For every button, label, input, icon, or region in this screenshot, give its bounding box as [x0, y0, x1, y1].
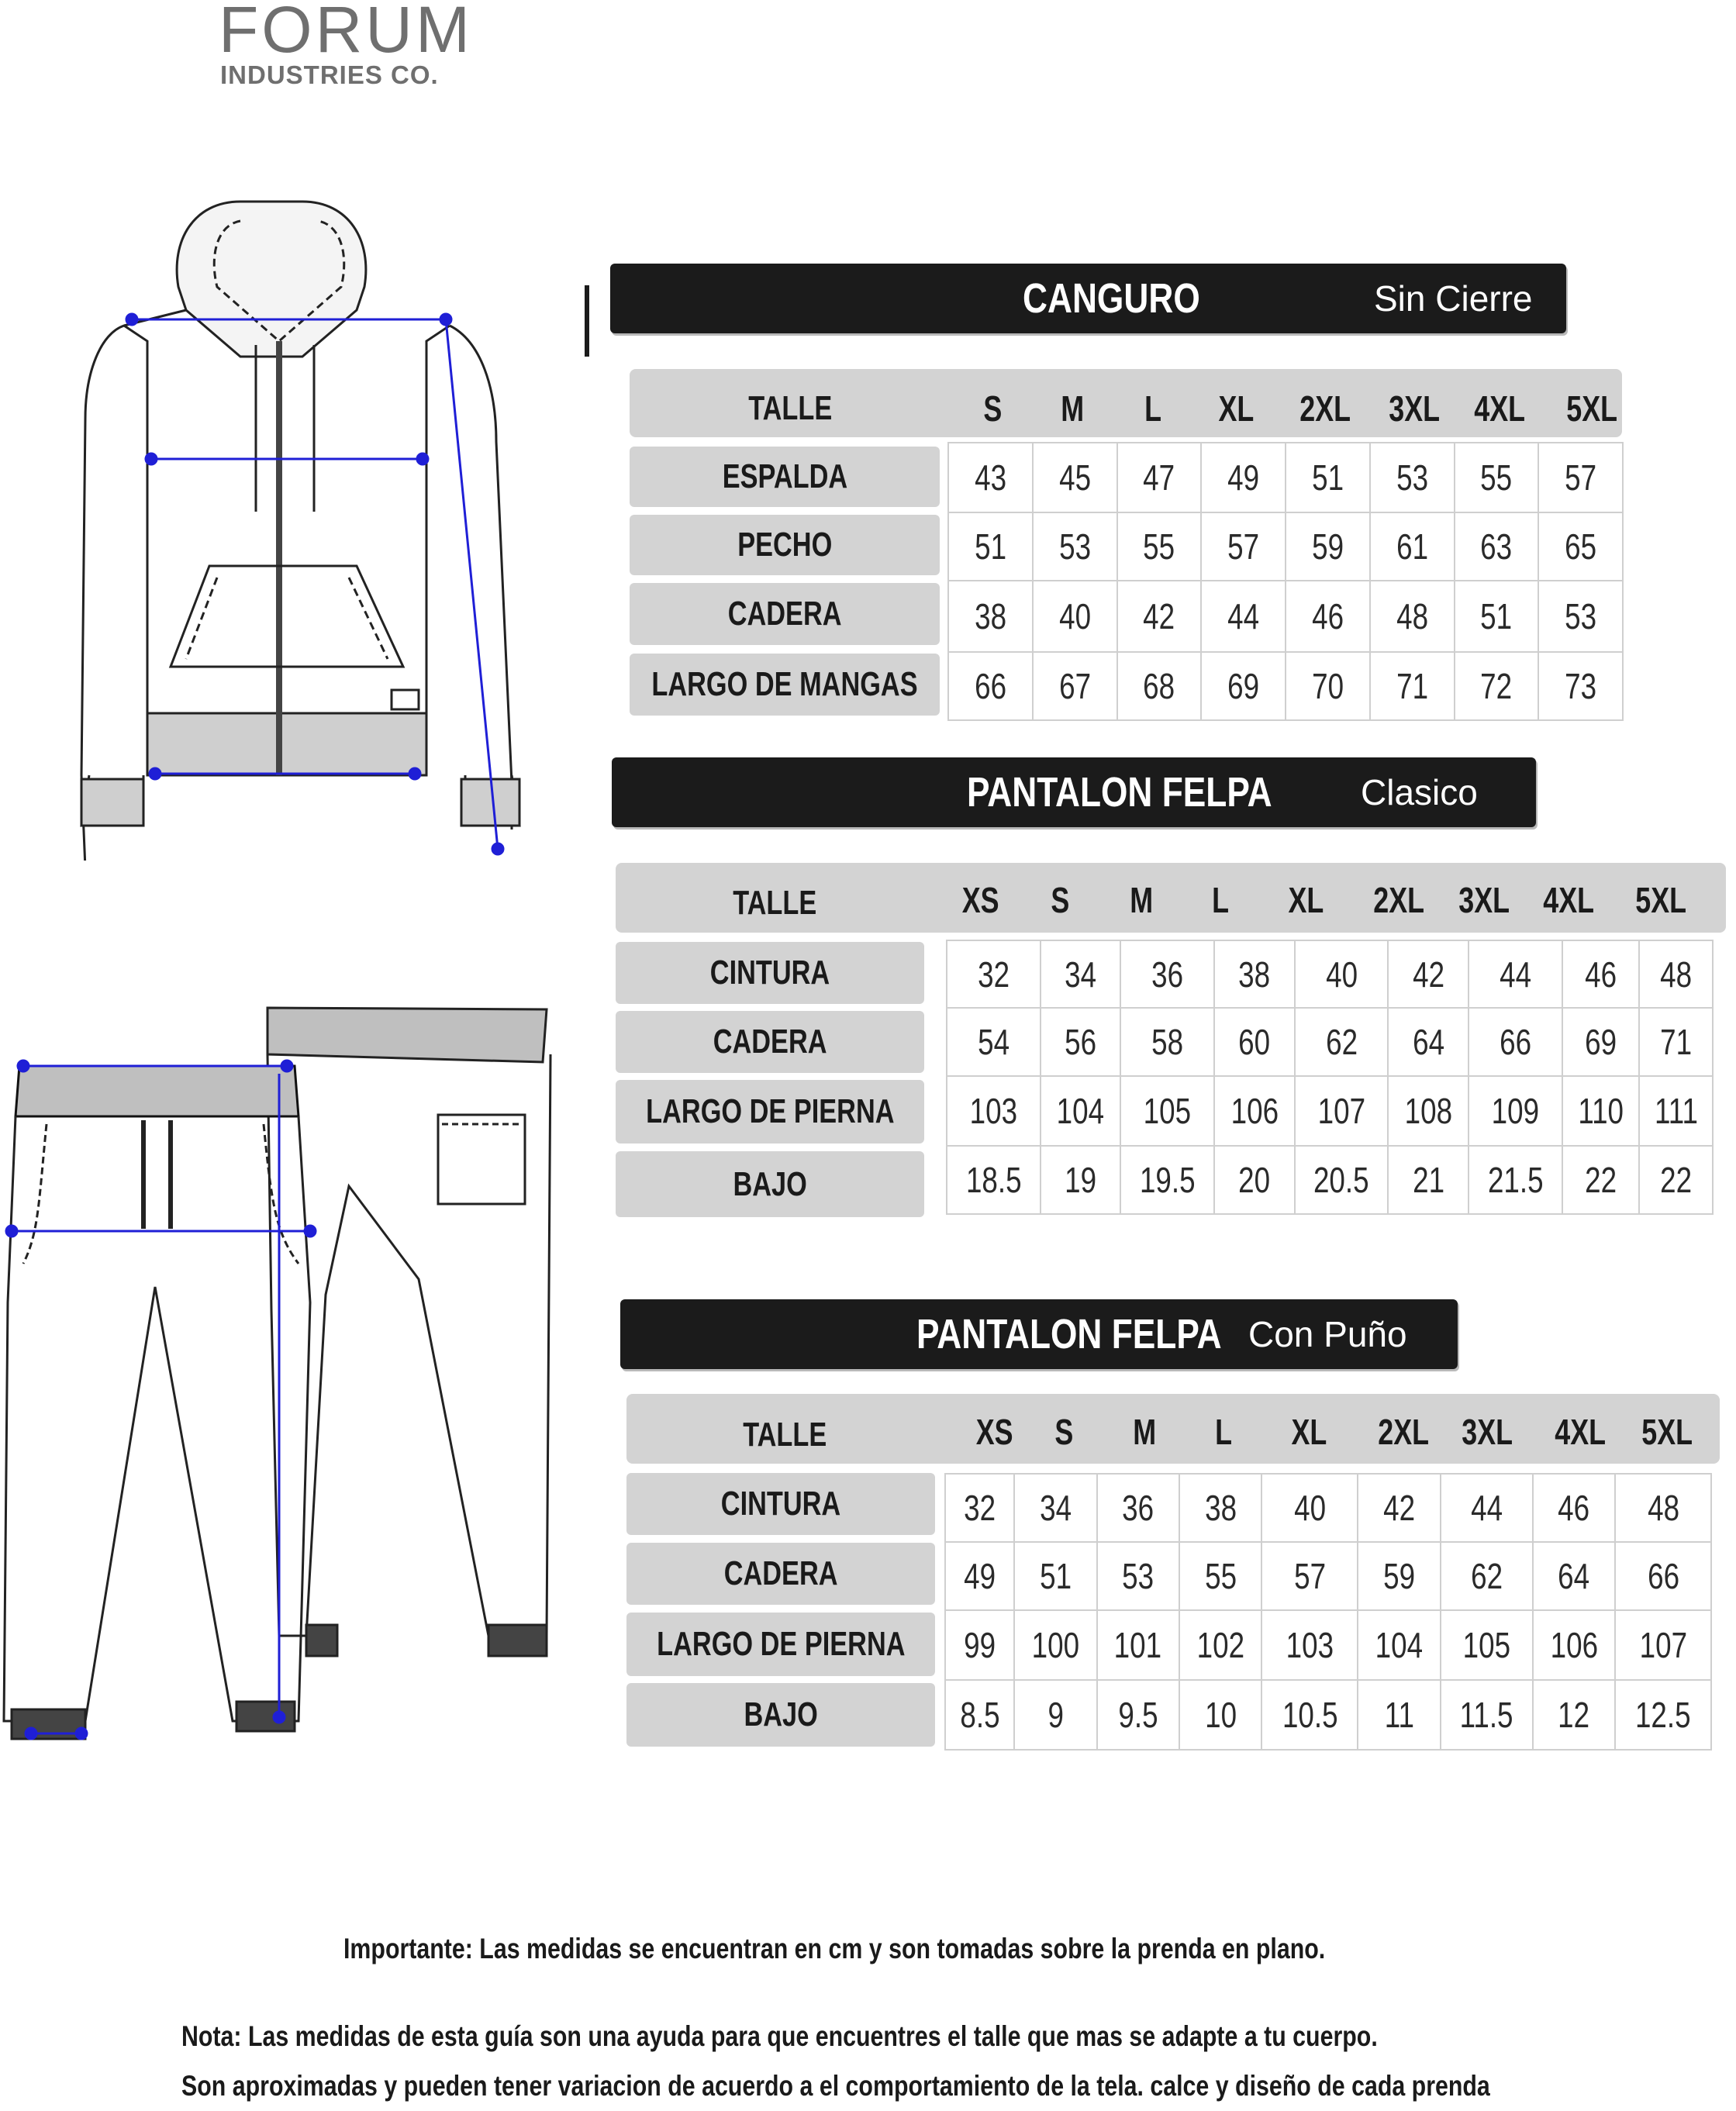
- table-cell: 43: [948, 443, 1033, 512]
- table-cell: 40: [1033, 581, 1117, 652]
- pantalon-puno-subtitle: Con Puño: [1248, 1314, 1407, 1354]
- brand-logo-subtitle: INDUSTRIES CO.: [220, 60, 439, 89]
- table-cell: 51: [1014, 1542, 1096, 1610]
- table-cell: 20: [1214, 1146, 1295, 1214]
- table-row: [948, 652, 1623, 720]
- pantalon-clasico-title: PANTALON FELPA: [967, 769, 1272, 816]
- pantalon-puno-size-3: L: [1215, 1412, 1232, 1452]
- table-cell: 11.5: [1441, 1680, 1533, 1750]
- table-cell: 66: [1615, 1542, 1711, 1610]
- table-cell: 19: [1041, 1146, 1121, 1214]
- table-cell: 49: [1201, 443, 1286, 512]
- table-cell: 105: [1120, 1076, 1214, 1146]
- table-cell: 42: [1358, 1474, 1440, 1542]
- table-cell: 51: [1286, 443, 1370, 512]
- pantalon-clasico-size-6: 3XL: [1458, 880, 1510, 920]
- nota-text: Las medidas de esta guía son una ayuda para que encuentres el talle que mas se adapte a tu cuerpo.: [241, 2020, 1378, 2052]
- table-cell: 9: [1014, 1680, 1096, 1750]
- canguro-size-1: M: [1061, 388, 1084, 429]
- table-cell: 51: [1455, 581, 1539, 652]
- pantalon-clasico-size-2: M: [1130, 880, 1153, 920]
- table-cell: 53: [1538, 581, 1623, 652]
- table-cell: 106: [1533, 1610, 1615, 1680]
- pantalon-clasico-size-5: 2XL: [1373, 880, 1424, 920]
- canguro-table: [947, 442, 1624, 721]
- table-row: [945, 1474, 1711, 1542]
- canguro-title: CANGURO: [1023, 275, 1200, 322]
- table-cell: 44: [1201, 581, 1286, 652]
- table-cell: 19.5: [1120, 1146, 1214, 1214]
- pantalon-clasico-size-0: XS: [962, 880, 999, 920]
- table-cell: 55: [1117, 512, 1202, 581]
- table-cell: 36: [1120, 940, 1214, 1008]
- table-cell: 40: [1295, 940, 1389, 1008]
- table-cell: 48: [1370, 581, 1455, 652]
- table-cell: 62: [1441, 1542, 1533, 1610]
- canguro-size-3: XL: [1218, 388, 1254, 429]
- table-cell: 48: [1615, 1474, 1711, 1542]
- table-cell: 55: [1455, 443, 1539, 512]
- table-cell: 9.5: [1097, 1680, 1179, 1750]
- table-cell: 103: [1261, 1610, 1358, 1680]
- table-cell: 38: [1214, 940, 1295, 1008]
- pantalon-clasico-size-8: 5XL: [1635, 880, 1686, 920]
- canguro-subtitle: Sin Cierre: [1374, 278, 1533, 319]
- nota-line-2-text: Son aproximadas y pueden tener variacion de acuerdo a el comportamiento de la tela. calce y diseño de cada prenda: [181, 2070, 1490, 2102]
- pantalon-clasico-table: [946, 940, 1714, 1215]
- table-cell: 34: [1014, 1474, 1096, 1542]
- table-row: [945, 1680, 1711, 1750]
- table-cell: 59: [1358, 1542, 1440, 1610]
- pantalon-puno-talle-label: TALLE: [743, 1416, 827, 1454]
- table-cell: 56: [1041, 1008, 1121, 1076]
- table-cell: 101: [1097, 1610, 1179, 1680]
- table-cell: 66: [1469, 1008, 1562, 1076]
- table-cell: 22: [1562, 1146, 1639, 1214]
- canguro-size-2: L: [1144, 388, 1161, 429]
- table-cell: 60: [1214, 1008, 1295, 1076]
- table-row: [948, 581, 1623, 652]
- table-cell: 53: [1097, 1542, 1179, 1610]
- table-cell: 107: [1615, 1610, 1711, 1680]
- pantalon-puno-row-label-1: CADERA: [626, 1543, 935, 1605]
- table-cell: 53: [1033, 512, 1117, 581]
- table-row: [945, 1610, 1711, 1680]
- table-cell: 100: [1014, 1610, 1096, 1680]
- hoodie-illustration: [47, 186, 527, 861]
- pantalon-clasico-row-label-0: CINTURA: [616, 942, 924, 1004]
- table-cell: 99: [945, 1610, 1014, 1680]
- table-cell: 36: [1097, 1474, 1179, 1542]
- canguro-size-6: 4XL: [1474, 388, 1525, 429]
- table-cell: 21: [1388, 1146, 1469, 1214]
- table-cell: 68: [1117, 652, 1202, 720]
- canguro-row-label-1: PECHO: [630, 515, 940, 575]
- table-cell: 69: [1201, 652, 1286, 720]
- table-cell: 44: [1441, 1474, 1533, 1542]
- table-cell: 64: [1533, 1542, 1615, 1610]
- brand-logo-name: FORUM: [219, 0, 473, 66]
- table-cell: 107: [1295, 1076, 1389, 1146]
- table-cell: 57: [1261, 1542, 1358, 1610]
- pantalon-puno-title: PANTALON FELPA: [916, 1311, 1222, 1357]
- importante-note: [343, 1933, 1325, 1965]
- table-cell: 18.5: [947, 1146, 1041, 1214]
- pantalon-puno-size-5: 2XL: [1378, 1412, 1429, 1452]
- table-cell: 10: [1179, 1680, 1261, 1750]
- table-row: [947, 1076, 1713, 1146]
- canguro-row-label-0: ESPALDA: [630, 447, 940, 507]
- table-cell: 70: [1286, 652, 1370, 720]
- table-cell: 49: [945, 1542, 1014, 1610]
- nota-line-2: [181, 2070, 1490, 2102]
- table-cell: 106: [1214, 1076, 1295, 1146]
- importante-text: Las medidas se encuentran en cm y son tomadas sobre la prenda en plano.: [472, 1933, 1326, 1964]
- table-cell: 72: [1455, 652, 1539, 720]
- nota-label: Nota:: [181, 2020, 242, 2052]
- table-cell: 32: [947, 940, 1041, 1008]
- section-marker: [585, 285, 589, 357]
- pantalon-clasico-row-label-1: CADERA: [616, 1011, 924, 1073]
- pantalon-clasico-header: [612, 757, 1536, 827]
- table-row: [947, 940, 1713, 1008]
- table-cell: 40: [1261, 1474, 1358, 1542]
- pantalon-puno-row-label-0: CINTURA: [626, 1473, 935, 1535]
- table-cell: 22: [1639, 1146, 1713, 1214]
- importante-label: Importante:: [343, 1933, 473, 1964]
- pantalon-puno-size-7: 4XL: [1555, 1412, 1606, 1452]
- pantalon-puno-table: [944, 1473, 1712, 1751]
- canguro-header: [610, 264, 1566, 333]
- table-cell: 32: [945, 1474, 1014, 1542]
- table-cell: 58: [1120, 1008, 1214, 1076]
- table-cell: 48: [1639, 940, 1713, 1008]
- pantalon-puno-size-2: M: [1133, 1412, 1156, 1452]
- table-cell: 54: [947, 1008, 1041, 1076]
- table-cell: 12: [1533, 1680, 1615, 1750]
- table-cell: 46: [1533, 1474, 1615, 1542]
- canguro-row-label-3: LARGO DE MANGAS: [630, 654, 940, 716]
- pants-illustration: [0, 1000, 574, 1744]
- pantalon-clasico-row-label-2: LARGO DE PIERNA: [616, 1080, 924, 1143]
- canguro-size-0: S: [983, 388, 1002, 429]
- table-cell: 61: [1370, 512, 1455, 581]
- pantalon-clasico-row-label-3: BAJO: [616, 1151, 924, 1217]
- table-cell: 111: [1639, 1076, 1713, 1146]
- table-cell: 12.5: [1615, 1680, 1711, 1750]
- table-cell: 57: [1538, 443, 1623, 512]
- pantalon-puno-size-4: XL: [1291, 1412, 1327, 1452]
- table-cell: 63: [1455, 512, 1539, 581]
- pantalon-clasico-subtitle: Clasico: [1361, 772, 1478, 812]
- table-cell: 42: [1117, 581, 1202, 652]
- table-cell: 104: [1041, 1076, 1121, 1146]
- table-cell: 66: [948, 652, 1033, 720]
- table-cell: 67: [1033, 652, 1117, 720]
- table-cell: 69: [1562, 1008, 1639, 1076]
- table-cell: 38: [948, 581, 1033, 652]
- table-cell: 109: [1469, 1076, 1562, 1146]
- table-cell: 108: [1388, 1076, 1469, 1146]
- pantalon-puno-size-1: S: [1054, 1412, 1073, 1452]
- table-cell: 47: [1117, 443, 1202, 512]
- table-cell: 62: [1295, 1008, 1389, 1076]
- table-cell: 73: [1538, 652, 1623, 720]
- table-cell: 34: [1041, 940, 1121, 1008]
- table-cell: 44: [1469, 940, 1562, 1008]
- nota-note: [181, 2020, 1378, 2053]
- table-cell: 55: [1179, 1542, 1261, 1610]
- table-cell: 51: [948, 512, 1033, 581]
- table-cell: 45: [1033, 443, 1117, 512]
- canguro-size-7: 5XL: [1566, 388, 1617, 429]
- pantalon-puno-size-6: 3XL: [1462, 1412, 1513, 1452]
- table-row: [947, 1146, 1713, 1214]
- table-row: [947, 1008, 1713, 1076]
- pantalon-puno-row-label-2: LARGO DE PIERNA: [626, 1613, 935, 1676]
- pantalon-puno-row-label-3: BAJO: [626, 1683, 935, 1747]
- canguro-talle-label: TALLE: [748, 389, 833, 427]
- table-cell: 11: [1358, 1680, 1440, 1750]
- table-cell: 103: [947, 1076, 1041, 1146]
- table-row: [945, 1542, 1711, 1610]
- table-cell: 71: [1639, 1008, 1713, 1076]
- table-row: [948, 512, 1623, 581]
- table-cell: 10.5: [1261, 1680, 1358, 1750]
- canguro-size-5: 3XL: [1389, 388, 1440, 429]
- canguro-row-label-2: CADERA: [630, 583, 940, 645]
- table-cell: 42: [1388, 940, 1469, 1008]
- pantalon-puno-size-0: XS: [976, 1412, 1013, 1452]
- table-cell: 21.5: [1469, 1146, 1562, 1214]
- pantalon-clasico-size-4: XL: [1288, 880, 1324, 920]
- table-cell: 46: [1286, 581, 1370, 652]
- table-cell: 104: [1358, 1610, 1440, 1680]
- table-cell: 8.5: [945, 1680, 1014, 1750]
- table-cell: 38: [1179, 1474, 1261, 1542]
- pantalon-clasico-talle-label: TALLE: [733, 884, 817, 922]
- pantalon-puno-size-8: 5XL: [1641, 1412, 1693, 1452]
- table-cell: 53: [1370, 443, 1455, 512]
- pantalon-puno-header: [620, 1299, 1458, 1369]
- table-cell: 105: [1441, 1610, 1533, 1680]
- table-cell: 102: [1179, 1610, 1261, 1680]
- table-cell: 57: [1201, 512, 1286, 581]
- table-row: [948, 443, 1623, 512]
- table-cell: 71: [1370, 652, 1455, 720]
- pantalon-clasico-size-3: L: [1212, 880, 1229, 920]
- table-cell: 110: [1562, 1076, 1639, 1146]
- table-cell: 20.5: [1295, 1146, 1389, 1214]
- table-cell: 65: [1538, 512, 1623, 581]
- pantalon-clasico-size-7: 4XL: [1543, 880, 1594, 920]
- table-cell: 64: [1388, 1008, 1469, 1076]
- pantalon-clasico-size-1: S: [1051, 880, 1069, 920]
- table-cell: 59: [1286, 512, 1370, 581]
- canguro-size-4: 2XL: [1299, 388, 1351, 429]
- table-cell: 46: [1562, 940, 1639, 1008]
